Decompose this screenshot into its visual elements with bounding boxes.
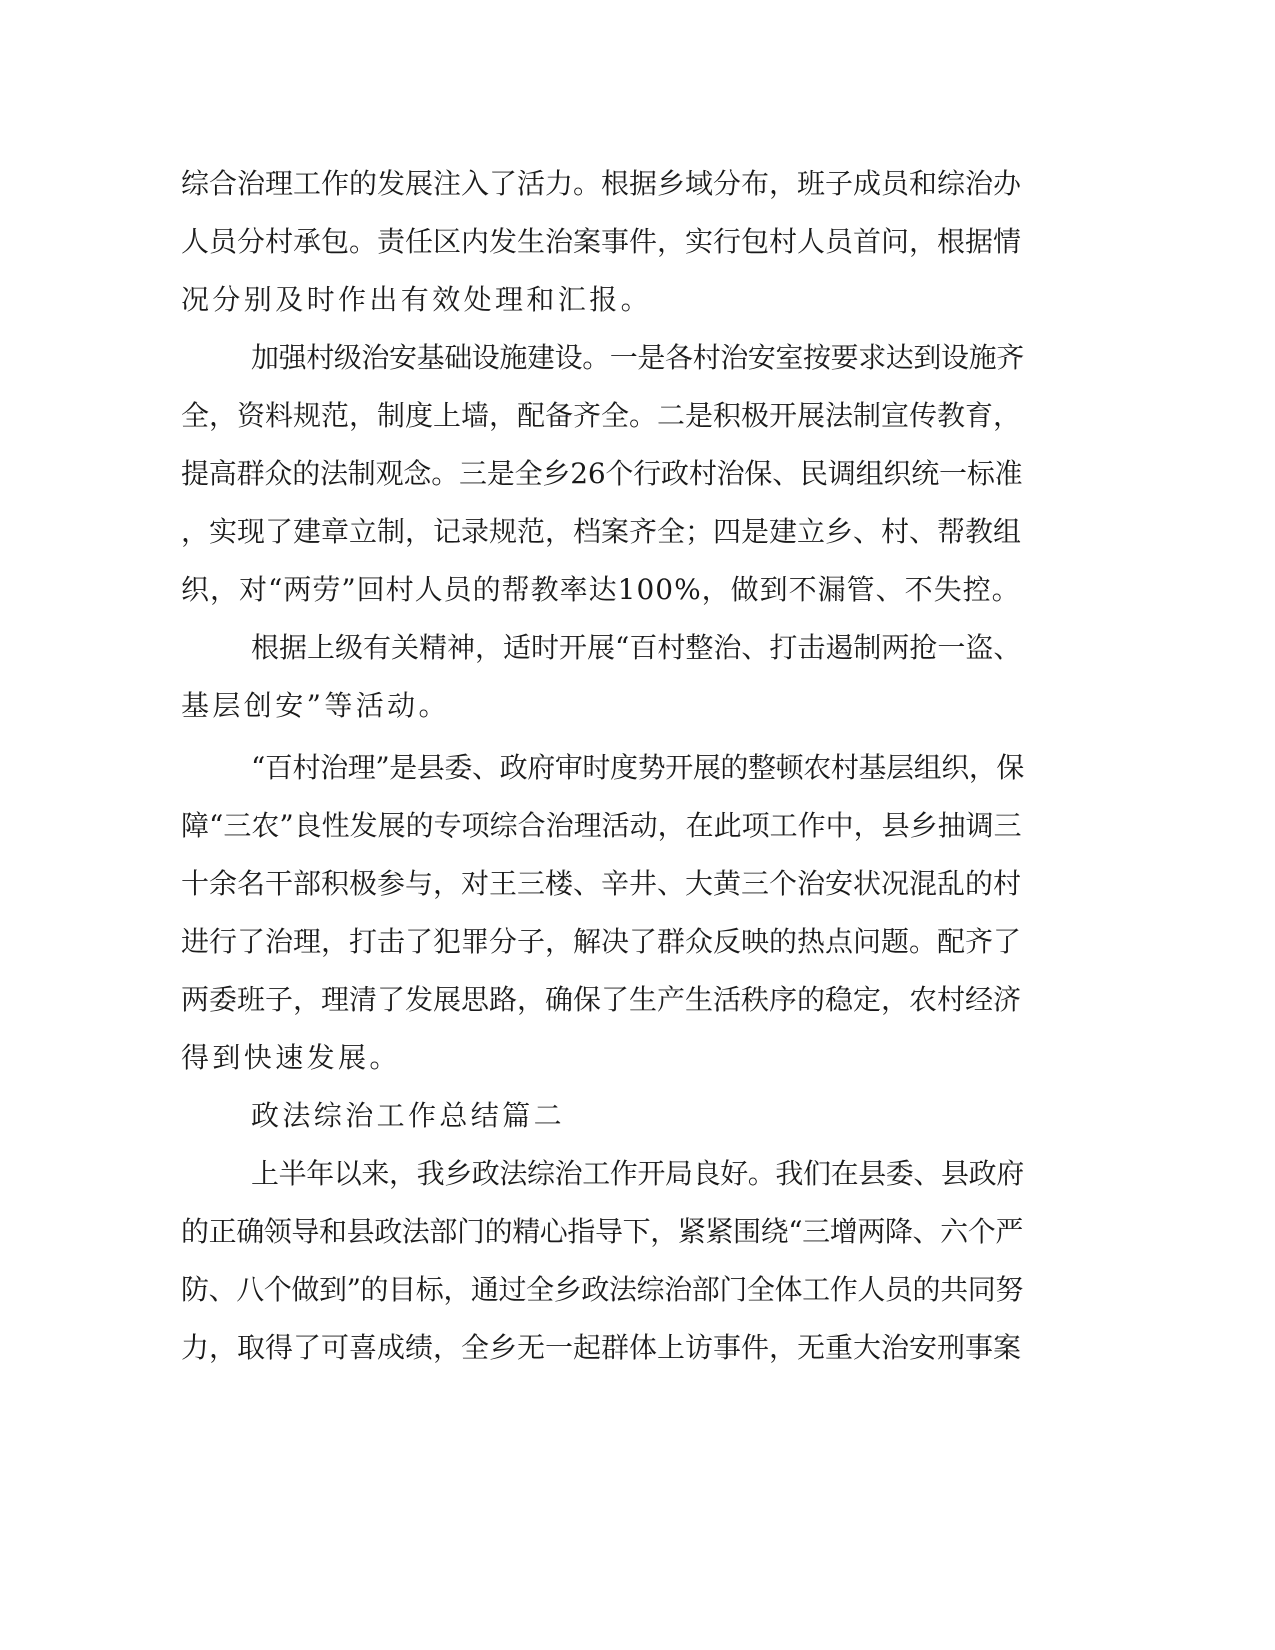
paragraph-start: “百村治理”是县委、政府审时度势开展的整顿农村基层组织，保: [251, 751, 1025, 784]
text-line: 人员分村承包。责任区内发生治案事件，实行包村人员首问，根据情: [181, 225, 1022, 258]
section-heading: 政法综治工作总结篇二: [251, 1099, 566, 1132]
text-line: 防、八个做到”的目标，通过全乡政法综治部门全体工作人员的共同努: [181, 1273, 1023, 1306]
paragraph-start: 加强村级治安基础设施建设。一是各村治安室按要求达到设施齐: [251, 341, 1024, 374]
paragraph-start: 根据上级有关精神，适时开展“百村整治、打击遏制两抢一盗、: [251, 631, 1022, 664]
text-line: 力，取得了可喜成绩，全乡无一起群体上访事件，无重大治安刑事案: [181, 1331, 1022, 1364]
text-line: 全，资料规范，制度上墙，配备齐全。二是积极开展法制宣传教育，: [181, 399, 1022, 432]
text-line: 障“三农”良性发展的专项综合治理活动，在此项工作中，县乡抽调三: [181, 809, 1022, 842]
text-line: 两委班子，理清了发展思路，确保了生产生活秩序的稳定，农村经济: [181, 983, 1022, 1016]
text-line: 织，对“两劳”回村人员的帮教率达100%，做到不漏管、不失控。: [181, 573, 1021, 606]
text-line: 基层创安”等活动。: [181, 689, 450, 722]
text-line: 得到快速发展。: [181, 1041, 401, 1074]
text-line: ，实现了建章立制，记录规范，档案齐全；四是建立乡、村、帮教组: [181, 515, 1022, 548]
text-line: 的正确领导和县政法部门的精心指导下，紧紧围绕“三增两降、六个严: [181, 1215, 1023, 1248]
text-line: 提高群众的法制观念。三是全乡26个行政村治保、民调组织统一标准: [181, 457, 1023, 490]
paragraph-start: 上半年以来，我乡政法综治工作开局良好。我们在县委、县政府: [251, 1157, 1024, 1190]
text-line: 综合治理工作的发展注入了活力。根据乡域分布，班子成员和综治办: [181, 167, 1022, 200]
text-line: 进行了治理，打击了犯罪分子，解决了群众反映的热点问题。配齐了: [181, 925, 1022, 958]
text-line: 十余名干部积极参与，对王三楼、辛井、大黄三个治安状况混乱的村: [181, 867, 1022, 900]
text-line: 况分别及时作出有效处理和汇报。: [181, 283, 653, 316]
